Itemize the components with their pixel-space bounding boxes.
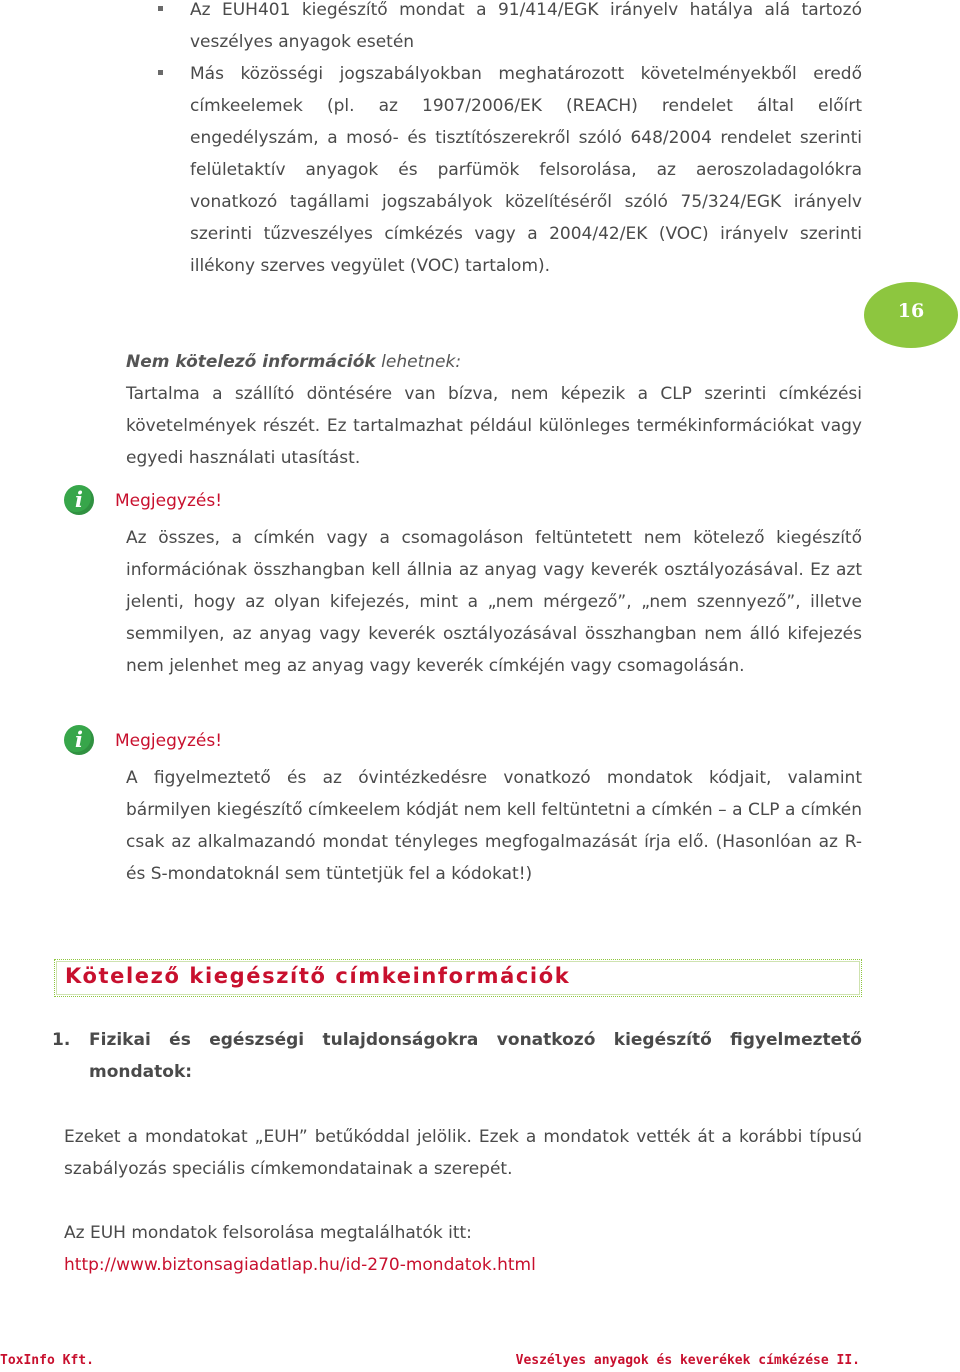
note-label: Megjegyzés! — [115, 731, 223, 751]
info-icon: i — [64, 485, 94, 515]
section-heading-box — [54, 959, 862, 997]
euh-description: Ezeket a mondatokat „EUH” betűkóddal jelölik. Ezek a mondatok vették át a korábbi típusú szabályozás speciális címkemondatainak a szerepét. — [64, 1127, 862, 1179]
optional-info-heading — [126, 346, 862, 378]
bullet-marker — [158, 6, 163, 11]
note-text: A figyelmeztető és az óvintézkedésre vonatkozó mondatok kódjait, valamint bármilyen kiegészítő címkeelem kódját nem kell feltüntetni a címkén – a CLP a címkén csak az alkalmazandó mondat tényleges megfogalmazását írja elő. (Hasonlóan az R- és S-mondatoknál sem tüntetjük fel a kódokat!) — [126, 768, 862, 884]
footer-title: Veszélyes anyagok és keverékek címkézése II. — [515, 1353, 860, 1368]
note-label: Megjegyzés! — [115, 491, 223, 511]
numbered-heading-number: 1. — [52, 1030, 71, 1050]
bullet-item: Más közösségi jogszabályokban meghatározott követelményekből eredő címkeelemek (pl. az 1907/2006/EK (REACH) rendelet által előírt engedélyszám, a mosó- és tisztítószerekről szóló 648/2004 rendelet szerinti felületaktív anyagok és parfümök felsorolása, az aeroszoladagolókra vonatkozó tagállami jogszabályok közelítéséről szóló 75/324/EGK irányelv szerinti tűzveszélyes címkézés vagy a 2004/42/EK (VOC) irányelv szerinti illékony szerves vegyület (VOC) tartalom). — [190, 64, 862, 276]
info-icon: i — [64, 725, 94, 755]
optional-info-heading-rest: lehetnek: — [375, 352, 462, 372]
numbered-heading-title: Fizikai és egészségi tulajdonságokra vonatkozó kiegészítő figyelmeztető mondatok: — [89, 1030, 862, 1082]
footer-company: ToxInfo Kft. — [0, 1353, 94, 1368]
page-number-badge: 16 — [864, 282, 958, 348]
section-title: Kötelező kiegészítő címkeinformációk — [65, 964, 571, 988]
optional-info-text: Tartalma a szállító döntésére van bízva, nem képezik a CLP szerinti címkézési követelmények részét. Ez tartalmazhat például különleges termékinformációkat vagy egyedi használati utasítást. — [126, 384, 862, 468]
bullet-item: Az EUH401 kiegészítő mondat a 91/414/EGK irányelv hatálya alá tartozó veszélyes anyagok esetén — [190, 0, 862, 52]
euh-list-intro: Az EUH mondatok felsorolása megtalálhatók itt: — [64, 1223, 472, 1243]
bullet-marker — [158, 70, 163, 75]
note-text: Az összes, a címkén vagy a csomagoláson feltüntetett nem kötelező kiegészítő információnak összhangban kell állnia az anyag vagy keverék osztályozásával. Ez azt jelenti, hogy az olyan kifejezés, mint a „nem mérgező”, „nem szennyező”, illetve semmilyen, az anyag vagy keverék osztályozásával összhangban nem álló kifejezés nem jelenhet meg az anyag vagy keverék címkéjén vagy csomagolásán. — [126, 528, 862, 676]
euh-link[interactable]: http://www.biztonsagiadatlap.hu/id-270-mondatok.html — [64, 1255, 536, 1275]
optional-info-heading-bold: Nem kötelező információk — [126, 352, 376, 372]
